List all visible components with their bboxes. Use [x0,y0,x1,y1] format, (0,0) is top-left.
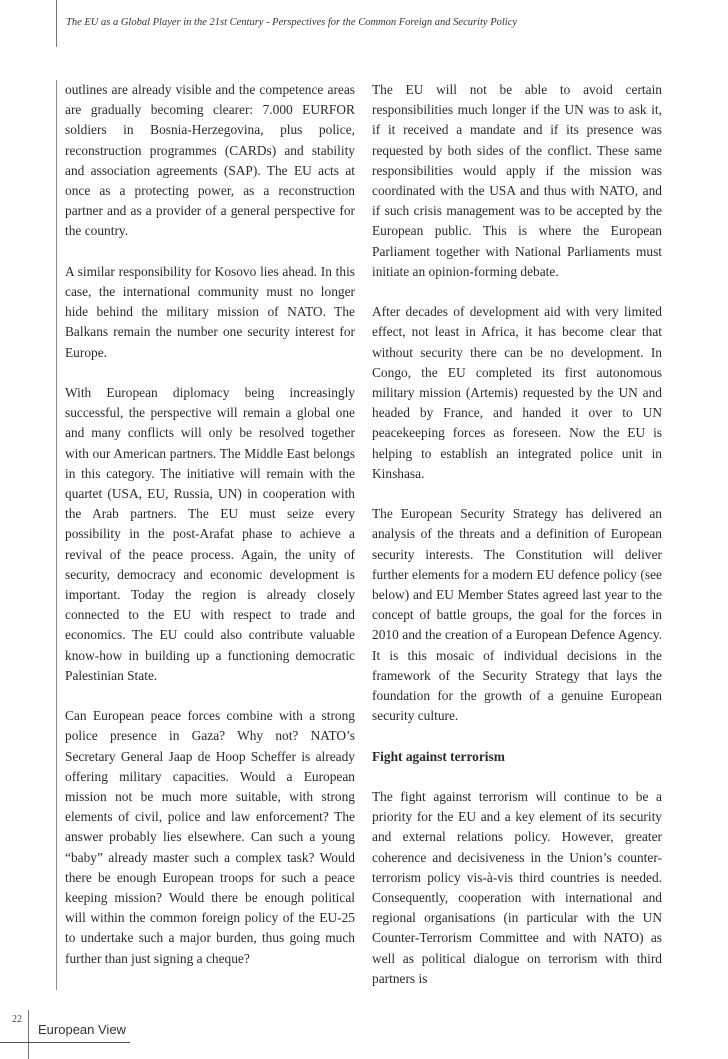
paragraph: The EU will not be able to avoid certain responsibilities much longer if the UN was to ask it, if it received a mandate and if its presence was requested by both sides of the conflict. These same responsibilities would apply if the mission was coordinated with the USA and thus with NATO, and if such crisis management was to be accepted by the European public. This is where the European Parliament together with National Parliaments must initiate an opinion-forming debate. [372,82,662,279]
footer-horizontal-rule [0,1042,130,1043]
header-rule [56,0,57,47]
publication-title: European View [38,1022,126,1037]
left-column [65,80,355,989]
page-number: 22 [12,1014,22,1025]
paragraph: A similar responsibility for Kosovo lies ahead. In this case, the international community must no longer hide behind the military mission of NATO. The Balkans remain the number one security interest for Europe. [65,263,355,360]
section-heading: Fight against terrorism [372,748,505,764]
left-margin-rule [56,80,57,990]
running-header: The EU as a Global Player in the 21st Century - Perspectives for the Common Foreign and Security Policy [66,17,518,28]
paragraph: The European Security Strategy has delivered an analysis of the threats and a definition of European security interests. The Constitution will deliver further elements for a modern EU defence policy (see below) and EU Member States agreed last year to the concept of battle groups, the goal for the forces in 2010 and the creation of a European Defence Agency. It is this mosaic of individual decisions in the framework of the Security Strategy that lays the foundation for the growth of a genuine European security culture. [372,506,662,724]
right-column [372,80,662,1009]
footer-vertical-rule [28,1010,29,1059]
paragraph: outlines are already visible and the competence areas are gradually becoming clearer: 7.000 EURFOR soldiers in Bosnia-Herzegovina, plus police, reconstruction programmes (CARDs) and stability and association agreements (SAP). The EU acts at once as a protecting power, as a reconstruction partner and as a provider of a general perspective for the country. [65,82,355,239]
paragraph: Can European peace forces combine with a strong police presence in Gaza? Why not? NATO’s Secretary General Jaap de Hoop Scheffer is already offering military capacities. Would a European mission not be much more suitable, with strong elements of civil, police and law enforcement? The answer probably lies elsewhere. Can such a young “baby” already master such a complex task? Would there be enough European troops for such a peace keeping mission? Would there be enough political will within the common foreign policy of the EU-25 to undertake such a major burden, thus going much further than just signing a cheque? [65,708,355,966]
paragraph: After decades of development aid with very limited effect, not least in Africa, it has become clear that without security there can be no development. In Congo, the EU completed its first autonomous military mission (Artemis) requested by the UN and headed by France, and handed it over to UN peacekeeping forces as foreseen. Now the EU is helping to establish an integrated police unit in Kinshasa. [372,304,662,481]
paragraph: With European diplomacy being increasingly successful, the perspective will remain a global one and many conflicts will only be resolved together with our American partners. The Middle East belongs in this category. The initiative will remain with the quartet (USA, EU, Russia, UN) in cooperation with the Arab partners. The EU must seize every possibility in the post-Arafat phase to achieve a revival of the peace process. Again, the unity of security, democracy and economic development is important. Today the region is already closely connected to the EU with respect to trade and economics. The EU could also contribute valuable know-how in building up a functioning democratic Palestinian State. [65,385,355,683]
paragraph: The fight against terrorism will continue to be a priority for the EU and a key element of its security and external relations policy. However, greater coherence and decisiveness in the Union’s counter-terrorism policy vis-à-vis third countries is needed. Consequently, cooperation with international and regional organisations (in particular with the UN Counter-Terrorism Committee and with NATO) as well as political dialogue on terrorism with third partners is [372,789,662,986]
